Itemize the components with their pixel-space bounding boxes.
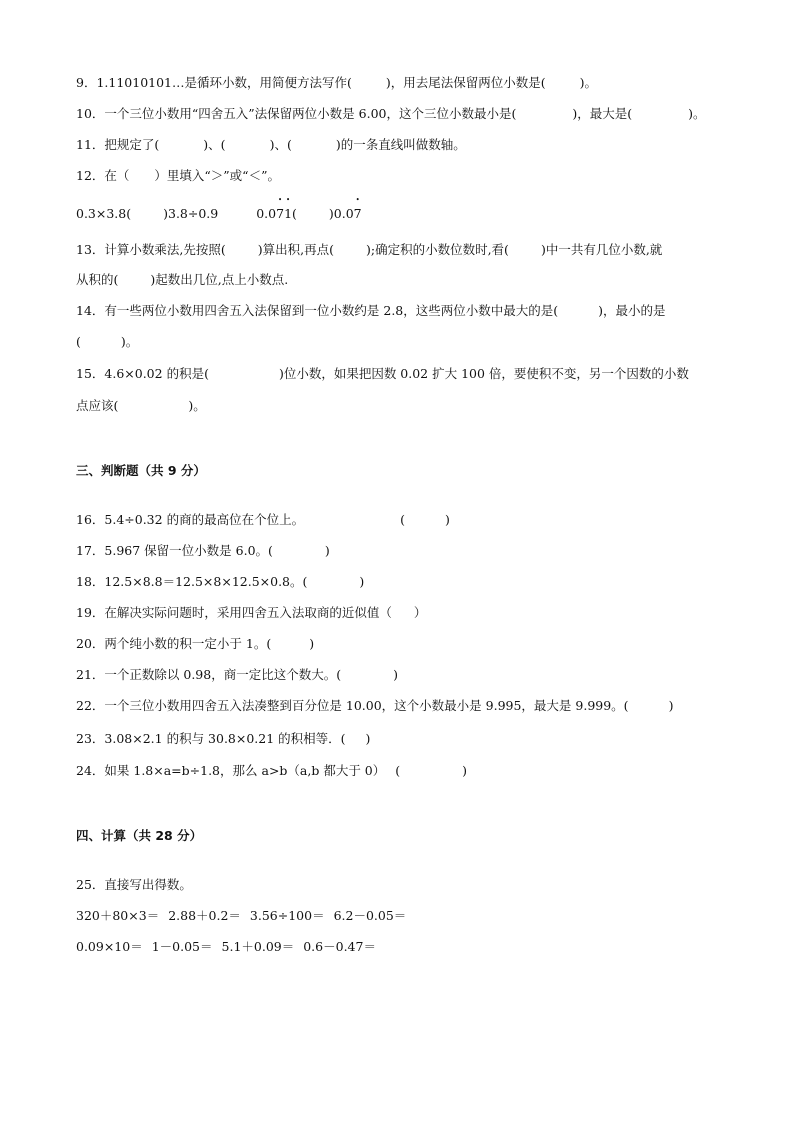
q24-close: ) bbox=[462, 763, 468, 778]
calc-item: 320＋80×3＝ bbox=[76, 908, 160, 923]
q9-text-c: )。 bbox=[579, 75, 598, 90]
q23-close: ) bbox=[365, 731, 371, 746]
q19-text: 19．在解决实际问题时，采用四舍五入法取商的近似值（ bbox=[76, 605, 392, 620]
q24-open: ( bbox=[395, 763, 401, 778]
calc-item: 6.2－0.05＝ bbox=[333, 908, 407, 923]
question-11 bbox=[76, 137, 466, 153]
q21-close: ) bbox=[393, 667, 398, 682]
q13-text-b: )算出积,再点( bbox=[257, 242, 334, 257]
q13-text-f: )起数出几位,点上小数点. bbox=[150, 272, 289, 287]
q11-text-a: 11．把规定了( bbox=[76, 137, 160, 152]
q14-text-b: )，最小的是 bbox=[598, 303, 666, 318]
calc-item: 3.56÷100＝ bbox=[249, 908, 325, 923]
question-15-line-1 bbox=[76, 366, 689, 382]
calc-item: 5.1＋0.09＝ bbox=[221, 939, 295, 954]
q12-expr2-b: ( bbox=[292, 206, 297, 221]
q15-text-d: )。 bbox=[188, 398, 206, 413]
question-13-line-1 bbox=[76, 242, 662, 258]
question-19 bbox=[76, 605, 426, 621]
q16-open: ( bbox=[400, 512, 405, 527]
q12-repeat-digit-1: • 7 bbox=[276, 206, 284, 222]
q10-text-b: )，最大是( bbox=[572, 106, 633, 121]
q14-text-c: ( bbox=[76, 334, 81, 349]
calc-item: 2.88＋0.2＝ bbox=[168, 908, 241, 923]
calc-row-2 bbox=[76, 939, 376, 955]
calc-item: 1－0.05＝ bbox=[151, 939, 213, 954]
q9-text-b: )，用去尾法保留两位小数是( bbox=[385, 75, 546, 90]
q13-text-e: 从积的( bbox=[76, 272, 119, 287]
q15-text-a: 15．4.6×0.02 的积是( bbox=[76, 366, 209, 381]
question-15-line-2 bbox=[76, 398, 206, 414]
question-14-line-1 bbox=[76, 303, 666, 319]
q22-text: 22．一个三位小数用四舍五入法凑整到百分位是 10.00，这个小数最小是 9.995，最大是 9.999。( bbox=[76, 698, 629, 713]
question-10 bbox=[76, 106, 706, 122]
q12-expr2-a: 0.0 bbox=[256, 206, 277, 221]
calc-row-1 bbox=[76, 908, 406, 924]
question-16 bbox=[76, 512, 450, 528]
question-9 bbox=[76, 75, 597, 91]
q20-text: 20．两个纯小数的积一定小于 1。( bbox=[76, 636, 272, 651]
q18-close: ) bbox=[359, 574, 365, 589]
question-23 bbox=[76, 731, 370, 747]
section-4-heading: 四、计算（共 28 分） bbox=[76, 828, 203, 843]
q13-text-a: 13．计算小数乘法,先按照( bbox=[76, 242, 226, 257]
q12-expr1-a: 0.3×3.8( bbox=[76, 206, 132, 221]
q14-text-a: 14．有一些两位小数用四舍五入法保留到一位小数约是 2.8，这些两位小数中最大的是( bbox=[76, 303, 559, 318]
q16-text: 16．5.4÷0.32 的商的最高位在个位上。 bbox=[76, 512, 305, 527]
q11-text-b: )、( bbox=[203, 137, 226, 152]
q11-text-c: )、( bbox=[269, 137, 292, 152]
section-3-heading: 三、判断题（共 9 分） bbox=[76, 463, 206, 478]
q12-expr2-c: )0.0 bbox=[328, 206, 354, 221]
question-14-line-2 bbox=[76, 334, 138, 350]
q15-text-b: )位小数，如果把因数 0.02 扩大 100 倍，要使积不变，另一个因数的小数 bbox=[278, 366, 689, 381]
q15-text-c: 点应该( bbox=[76, 398, 119, 413]
q10-text-c: )。 bbox=[688, 106, 706, 121]
question-25: 25．直接写出得数。 bbox=[76, 877, 192, 892]
q17-close: ) bbox=[324, 543, 330, 558]
q13-text-c: );确定积的小数位数时,看( bbox=[366, 242, 509, 257]
question-12-exprs bbox=[76, 206, 362, 222]
question-20 bbox=[76, 636, 314, 652]
q17-text: 17．5.967 保留一位小数是 6.0。( bbox=[76, 543, 273, 558]
q12-repeat-digit-3: • 7 bbox=[354, 206, 362, 222]
calc-item: 0.09×10＝ bbox=[76, 939, 143, 954]
q21-text: 21．一个正数除以 0.98，商一定比这个数大。( bbox=[76, 667, 342, 682]
question-22 bbox=[76, 698, 673, 714]
q10-text-a: 10．一个三位小数用“四舍五入”法保留两位小数是 6.00，这个三位小数最小是( bbox=[76, 106, 517, 121]
question-18 bbox=[76, 574, 364, 590]
q14-text-d: )。 bbox=[120, 334, 139, 349]
q12-expr1-b: )3.8÷0.9 bbox=[163, 206, 219, 221]
q23-text: 23．3.08×2.1 的积与 30.8×0.21 的积相等．( bbox=[76, 731, 346, 746]
question-12-title: 12．在（ ）里填入“＞”或“＜”。 bbox=[76, 168, 280, 183]
q11-text-d: )的一条直线叫做数轴。 bbox=[335, 137, 466, 152]
q24-text: 24．如果 1.8×a=b÷1.8，那么 a>b（a,b 都大于 0） bbox=[76, 763, 386, 778]
question-21 bbox=[76, 667, 398, 683]
q20-close: ) bbox=[309, 636, 315, 651]
q16-close: ) bbox=[444, 512, 450, 527]
q22-close: ) bbox=[668, 698, 674, 713]
question-24 bbox=[76, 763, 467, 779]
q19-close: ） bbox=[413, 605, 427, 620]
q12-repeat-digit-2: • 1 bbox=[284, 206, 292, 222]
q18-text: 18．12.5×8.8＝12.5×8×12.5×0.8。( bbox=[76, 574, 308, 589]
question-17 bbox=[76, 543, 330, 559]
question-13-line-2 bbox=[76, 272, 288, 288]
q9-text-a: 9．1.11010101…是循环小数，用简便方法写作( bbox=[76, 75, 352, 90]
q13-text-d: )中一共有几位小数,就 bbox=[540, 242, 663, 257]
calc-item: 0.6－0.47＝ bbox=[303, 939, 376, 954]
